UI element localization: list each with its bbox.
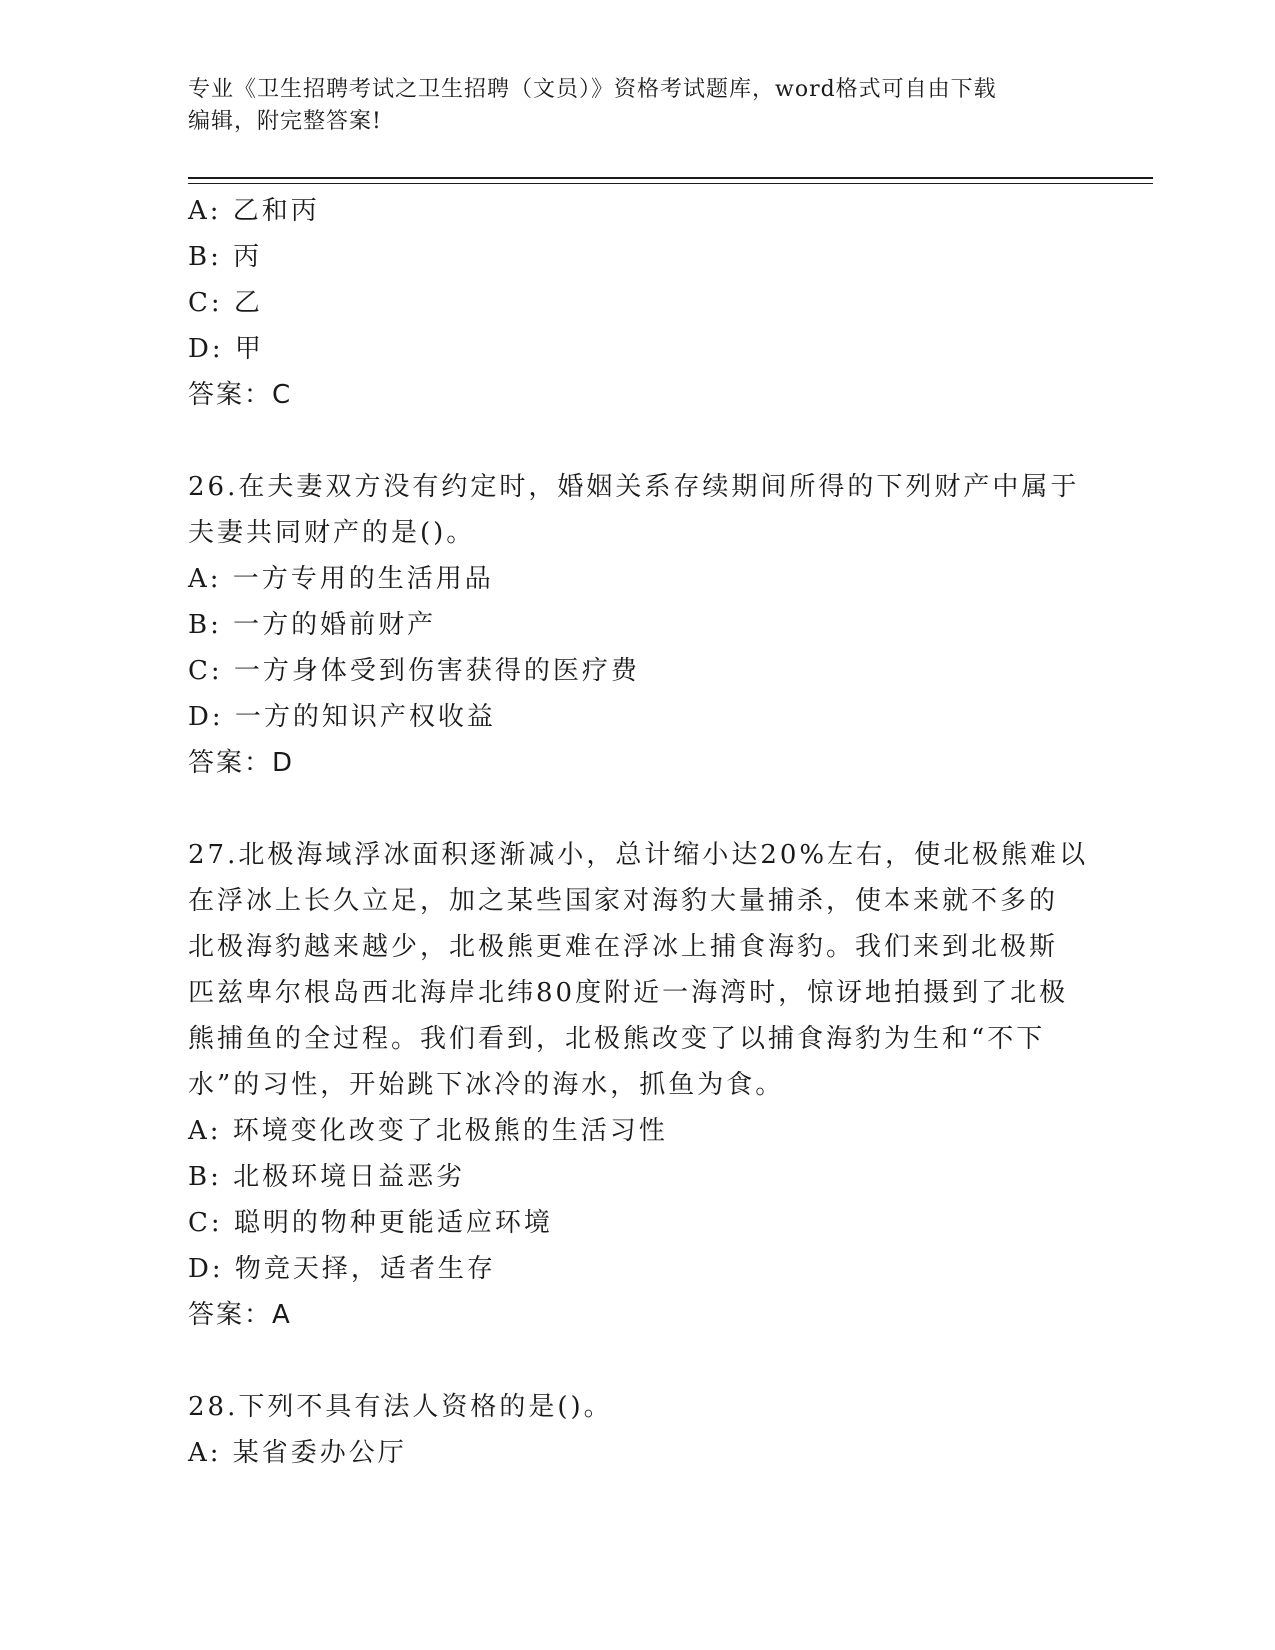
option-d: D: 一方的知识产权收益	[188, 702, 496, 732]
answer-label: 答案：A	[188, 1300, 292, 1330]
question-26	[188, 464, 1088, 786]
option-c: C: 一方身体受到伤害获得的医疗费	[188, 656, 640, 686]
answer-label: 答案：C	[188, 380, 293, 410]
option-a: A: 环境变化改变了北极熊的生活习性	[188, 1116, 668, 1146]
option-a: A: 一方专用的生活用品	[188, 564, 494, 594]
question-28	[188, 1384, 1088, 1476]
question-text-line: 匹兹卑尔根岛西北海岸北纬80度附近一海湾时，惊讶地拍摄到了北极	[188, 978, 1069, 1008]
header-divider-thin	[188, 183, 1153, 184]
question-text-line: 在浮冰上长久立足，加之某些国家对海豹大量捕杀，使本来就不多的	[188, 886, 1059, 916]
header-line-2: 编辑，附完整答案!	[188, 109, 382, 134]
spacer	[188, 418, 1088, 464]
answer-label: 答案：D	[188, 748, 295, 778]
option-c: C: 聪明的物种更能适应环境	[188, 1208, 553, 1238]
option-d: D: 物竞天择，适者生存	[188, 1254, 496, 1284]
question-text-line: 28.下列不具有法人资格的是()。	[188, 1392, 613, 1422]
question-content	[188, 188, 1088, 1476]
option-a: A: 某省委办公厅	[188, 1438, 407, 1468]
question-text-line: 27.北极海域浮冰面积逐渐减小，总计缩小达20%左右，使北极熊难以	[188, 840, 1089, 870]
option-b: B: 北极环境日益恶劣	[188, 1162, 466, 1192]
question-25	[188, 188, 1088, 418]
question-text-line: 熊捕鱼的全过程。我们看到，北极熊改变了以捕食海豹为生和“不下	[188, 1024, 1046, 1054]
option-a: A: 乙和丙	[188, 196, 320, 226]
spacer	[188, 1338, 1088, 1384]
question-text-line: 北极海豹越来越少，北极熊更难在浮冰上捕食海豹。我们来到北极斯	[188, 932, 1059, 962]
option-b: B: 一方的婚前财产	[188, 610, 437, 640]
question-text-line: 26.在夫妻双方没有约定时，婚姻关系存续期间所得的下列财产中属于	[188, 472, 1080, 502]
option-c: C: 乙	[188, 288, 263, 318]
header-divider-thick	[188, 177, 1153, 179]
header-line-1: 专业《卫生招聘考试之卫生招聘（文员）》资格考试题库，word格式可自由下载	[188, 77, 997, 102]
question-27	[188, 832, 1088, 1338]
document-header	[188, 74, 1068, 138]
option-b: B: 丙	[188, 242, 263, 272]
spacer	[188, 786, 1088, 832]
question-text-line: 水”的习性，开始跳下冰冷的海水，抓鱼为食。	[188, 1070, 785, 1100]
question-text-line: 夫妻共同财产的是()。	[188, 518, 476, 548]
option-d: D: 甲	[188, 334, 264, 364]
